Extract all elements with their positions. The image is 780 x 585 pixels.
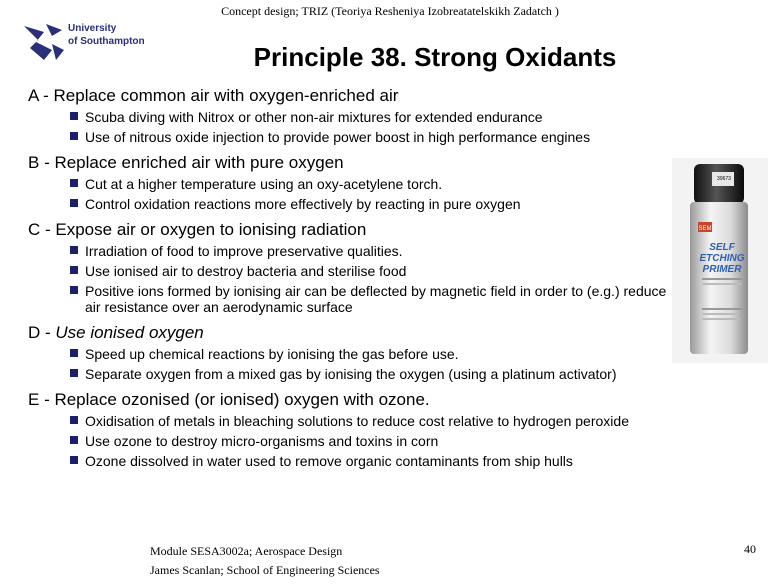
list-item: Separate oxygen from a mixed gas by ionising the oxygen (using a platinum activator): [28, 366, 678, 382]
square-bullet-icon: [70, 349, 78, 357]
section-heading: D - Use ionised oxygen: [28, 323, 204, 342]
list-item: Oxidisation of metals in bleaching solutions to reduce cost relative to hydrogen peroxide: [28, 413, 678, 429]
list-item: Use of nitrous oxide injection to provide power boost in high performance engines: [28, 129, 678, 145]
spray-can-icon: [672, 158, 768, 363]
can-code: 39673: [717, 176, 731, 182]
square-bullet-icon: [70, 286, 78, 294]
list-item: Use ionised air to destroy bacteria and sterilise food: [28, 263, 678, 279]
list-item: Cut at a higher temperature using an oxy-acetylene torch.: [28, 176, 678, 192]
square-bullet-icon: [70, 199, 78, 207]
slide-title: Principle 38. Strong Oxidants: [253, 42, 617, 72]
section-heading: C - Expose air or oxygen to ionising radiation: [28, 220, 367, 239]
square-bullet-icon: [70, 246, 78, 254]
section-heading: A - Replace common air with oxygen-enriched air: [28, 86, 399, 105]
square-bullet-icon: [70, 179, 78, 187]
section-heading: E - Replace ozonised (or ionised) oxygen with ozone.: [28, 390, 430, 409]
square-bullet-icon: [70, 436, 78, 444]
southampton-crest-icon: [22, 20, 66, 64]
spray-can-image: [672, 158, 768, 363]
can-label-line: SELF: [709, 242, 735, 253]
header-note: Concept design; TRIZ (Teoriya Resheniya Izobreatatelskikh Zadatch ): [221, 4, 559, 18]
list-item: Irradiation of food to improve preservative qualities.: [28, 243, 678, 259]
square-bullet-icon: [70, 132, 78, 140]
square-bullet-icon: [70, 112, 78, 120]
list-item: Ozone dissolved in water used to remove organic contaminants from ship hulls: [28, 453, 678, 469]
logo-line-1: University: [68, 23, 117, 34]
section-e: [28, 388, 678, 469]
footer-module: Module SESA3002a; Aerospace Design: [150, 544, 343, 558]
can-brand: SEM: [698, 226, 712, 232]
footer-author: James Scanlan; School of Engineering Sciences: [150, 563, 380, 577]
university-logo: [22, 20, 152, 64]
list-item: Positive ions formed by ionising air can be deflected by magnetic field in order to (e.g.) reduce air resistance over an aerodynamic surface: [28, 283, 678, 315]
section-b: [28, 151, 678, 212]
section-a: [28, 84, 678, 145]
square-bullet-icon: [70, 416, 78, 424]
list-item: Control oxidation reactions more effectively by reacting in pure oxygen: [28, 196, 678, 212]
section-d: [28, 321, 678, 382]
page-number: 40: [744, 542, 756, 556]
list-item: Speed up chemical reactions by ionising the gas before use.: [28, 346, 678, 362]
square-bullet-icon: [70, 369, 78, 377]
can-label-line: ETCHING: [699, 253, 745, 264]
principle-list: [28, 84, 678, 475]
can-label-line: PRIMER: [702, 264, 742, 275]
section-c: [28, 218, 678, 315]
list-item: Scuba diving with Nitrox or other non-air mixtures for extended endurance: [28, 109, 678, 125]
square-bullet-icon: [70, 456, 78, 464]
section-heading: B - Replace enriched air with pure oxygen: [28, 153, 344, 172]
footer: [150, 542, 380, 580]
logo-line-2: of Southampton: [68, 36, 145, 47]
list-item: Use ozone to destroy micro-organisms and toxins in corn: [28, 433, 678, 449]
square-bullet-icon: [70, 266, 78, 274]
